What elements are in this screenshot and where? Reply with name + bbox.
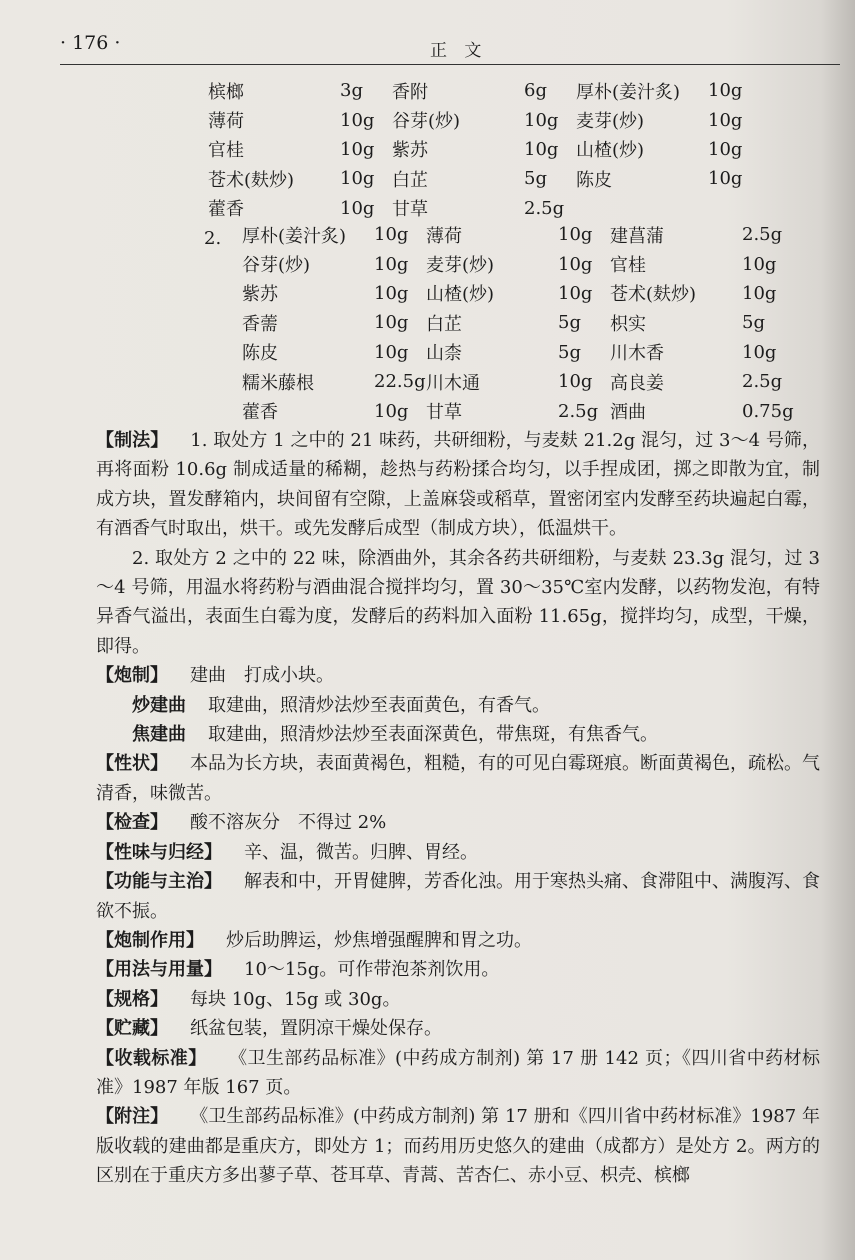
herb-name: 紫苏 xyxy=(392,140,428,162)
herb-dose: 2.5g xyxy=(742,224,783,246)
herb-dose: 10g xyxy=(742,253,777,275)
section-label-preparation: 【制法】 xyxy=(96,430,169,451)
herb-dose: 10g xyxy=(524,109,559,131)
herb-dose: 10g xyxy=(708,109,743,131)
herb-name xyxy=(576,194,708,223)
herb-dose: 2.5g xyxy=(742,371,783,393)
herb-dose: 5g xyxy=(742,312,765,334)
stir-fried-text: 取建曲，照清炒法炒至表面黄色，有香气。 xyxy=(208,694,550,716)
herb-name: 川木通 xyxy=(426,372,480,394)
page-header xyxy=(60,18,840,65)
herb-dose: 10g xyxy=(374,341,409,363)
section-label-standards: 【收载标准】 xyxy=(96,1047,207,1069)
storage-paragraph xyxy=(96,1014,820,1043)
herb-name: 紫苏 xyxy=(242,284,278,306)
herb-name: 藿香 xyxy=(242,402,278,424)
herb-dose xyxy=(708,194,760,223)
herb-dose: 5g xyxy=(524,168,547,190)
running-title: 正 文 xyxy=(430,41,488,61)
herb-dose: 2.5g xyxy=(524,197,565,219)
herb-name: 槟榔 xyxy=(208,81,244,103)
monograph-body xyxy=(96,426,820,1191)
herb-name: 陈皮 xyxy=(576,169,612,191)
herb-dose: 10g xyxy=(708,80,743,102)
herb-dose: 10g xyxy=(374,282,409,304)
section-label-processing: 【炮制】 xyxy=(96,665,168,687)
herb-name: 白芷 xyxy=(426,313,462,335)
page-number: · 176 · xyxy=(60,32,121,54)
preparation-step-1: 1. 取处方 1 之中的 21 味药，共研细粉，与麦麸 21.2g 混匀，过 3～4 号筛，再将面粉 10.6g 制成适量的稀糊，趁热与药粉揉合均匀，以手捏成团，掷之即散为宜，制成方块，置发酵箱内，块间留有空隙，上盖麻袋或稻草，置密闭室内发酵至药块遍起白霉，有酒香气时取出，烘干。或先发酵后成型（制成方块），低温烘干。 xyxy=(96,430,821,540)
scorched-text: 取建曲，照清炒法炒至表面深黄色，带焦斑，有焦香气。 xyxy=(208,724,658,746)
description-text: 本品为长方块，表面黄褐色，粗糙，有的可见白霉斑痕。断面黄褐色，疏松。气清香，味微苦。 xyxy=(96,753,820,804)
section-label-function: 【功能与主治】 xyxy=(96,871,222,893)
herb-dose: 5g xyxy=(558,341,581,363)
function-text: 解表和中，开胃健脾，芳香化浊。用于寒热头痛、食滞阻中、满腹泻、食欲不振。 xyxy=(96,871,820,922)
section-label-processing-effect: 【炮制作用】 xyxy=(96,929,204,951)
formula-1-row xyxy=(208,194,760,223)
nature-paragraph xyxy=(96,838,820,867)
herb-dose: 10g xyxy=(340,138,375,160)
herb-dose: 10g xyxy=(558,282,593,304)
herb-name: 山楂(炒) xyxy=(426,284,495,306)
formula-1-row xyxy=(208,164,760,193)
formula-2-row xyxy=(242,220,794,249)
herb-dose: 10g xyxy=(742,341,777,363)
herb-name: 谷芽(炒) xyxy=(392,111,461,133)
formula-1-table xyxy=(208,76,760,223)
preparation-paragraph-1 xyxy=(96,426,820,544)
herb-dose: 10g xyxy=(742,282,777,304)
herb-dose: 10g xyxy=(374,253,409,275)
processing-effect-paragraph xyxy=(96,926,820,955)
herb-name: 糯米藤根 xyxy=(242,372,314,394)
inspection-text: 酸不溶灰分 不得过 2% xyxy=(190,812,387,834)
formula-2-row xyxy=(242,249,794,278)
herb-name: 白芷 xyxy=(392,169,428,191)
standards-text: 《卫生部药品标准》(中药成方制剂) 第 17 册 142 页；《四川省中药材标准》1987 年版 167 页。 xyxy=(96,1047,821,1098)
herb-name: 川木香 xyxy=(610,343,664,365)
section-label-inspection: 【检查】 xyxy=(96,812,168,834)
processing-text: 建曲 打成小块。 xyxy=(190,665,334,687)
formula-1-row xyxy=(208,135,760,164)
dosage-paragraph xyxy=(96,955,820,984)
preparation-step-2: 2. 取处方 2 之中的 22 味，除酒曲外，其余各药共研细粉，与麦麸 23.3g 混匀，过 3～4 号筛，用温水将药粉与酒曲混合搅拌均匀，置 30～35℃室内发酵，以药物发泡，有特异香气溢出，表面生白霉为度，发酵后的药料加入面粉 11.65g，搅拌均匀，成型，干燥，即得。 xyxy=(96,547,820,657)
herb-name: 厚朴(姜汁炙) xyxy=(576,81,681,103)
herb-dose: 6g xyxy=(524,80,547,102)
herb-name: 酒曲 xyxy=(610,402,646,424)
description-paragraph xyxy=(96,749,820,808)
herb-dose: 10g xyxy=(558,253,593,275)
formula-2-row xyxy=(242,279,794,308)
formula-2-row xyxy=(242,338,794,367)
herb-dose: 10g xyxy=(558,224,593,246)
herb-dose: 10g xyxy=(340,168,375,190)
nature-text: 辛、温，微苦。归脾、胃经。 xyxy=(244,841,478,863)
formula-2-row xyxy=(242,396,794,425)
scorched-paragraph xyxy=(96,720,820,749)
formula-1-row xyxy=(208,76,760,105)
standards-paragraph xyxy=(96,1044,820,1103)
herb-dose: 10g xyxy=(558,371,593,393)
herb-name: 麦芽(炒) xyxy=(576,111,645,133)
inspection-paragraph xyxy=(96,808,820,837)
herb-name: 薄荷 xyxy=(208,111,244,133)
herb-dose: 2.5g xyxy=(558,400,599,422)
storage-text: 纸盆包装，置阴凉干燥处保存。 xyxy=(190,1018,442,1040)
scorched-label: 焦建曲 xyxy=(132,724,186,746)
herb-name: 香附 xyxy=(392,81,428,103)
formula-1-row xyxy=(208,105,760,134)
specification-paragraph xyxy=(96,985,820,1014)
herb-dose: 5g xyxy=(558,312,581,334)
herb-dose: 0.75g xyxy=(742,400,794,422)
herb-name: 甘草 xyxy=(426,402,462,424)
stir-fried-label: 炒建曲 xyxy=(132,694,186,716)
herb-dose: 10g xyxy=(374,312,409,334)
processing-effect-text: 炒后助脾运，炒焦增强醒脾和胃之功。 xyxy=(226,929,532,951)
herb-dose: 10g xyxy=(340,109,375,131)
herb-name: 谷芽(炒) xyxy=(242,255,311,277)
section-label-specification: 【规格】 xyxy=(96,988,168,1010)
section-label-dosage: 【用法与用量】 xyxy=(96,959,222,981)
herb-name: 建菖蒲 xyxy=(610,225,664,247)
section-label-storage: 【贮藏】 xyxy=(96,1018,168,1040)
formula-2-row xyxy=(242,308,794,337)
herb-dose: 10g xyxy=(524,138,559,160)
herb-name: 甘草 xyxy=(392,199,428,221)
herb-name: 香薷 xyxy=(242,313,278,335)
specification-text: 每块 10g、15g 或 30g。 xyxy=(190,988,401,1010)
herb-name: 苍术(麸炒) xyxy=(610,284,697,306)
herb-name: 高良姜 xyxy=(610,372,664,394)
herb-name: 山楂(炒) xyxy=(576,140,645,162)
herb-name: 薄荷 xyxy=(426,225,462,247)
section-label-description: 【性状】 xyxy=(96,753,168,775)
herb-name: 苍术(麸炒) xyxy=(208,169,295,191)
herb-dose: 10g xyxy=(374,224,409,246)
section-label-note: 【附注】 xyxy=(96,1106,169,1128)
function-paragraph xyxy=(96,867,820,926)
herb-name: 官桂 xyxy=(610,255,646,277)
herb-name: 山柰 xyxy=(426,343,462,365)
note-paragraph xyxy=(96,1102,820,1190)
note-text: 《卫生部药品标准》(中药成方制剂) 第 17 册和《四川省中药材标准》1987 年版收载的建曲都是重庆方，即处方 1；而药用历史悠久的建曲（成都方）是处方 2。两方的区别在于重庆方多出蓼子草、苍耳草、青蒿、苦杏仁、赤小豆、枳壳、槟榔 xyxy=(96,1106,820,1187)
dosage-text: 10～15g。可作带泡茶剂饮用。 xyxy=(244,959,500,981)
formula-2-row xyxy=(242,367,794,396)
herb-dose: 10g xyxy=(708,138,743,160)
herb-dose: 10g xyxy=(340,197,375,219)
herb-dose: 10g xyxy=(374,400,409,422)
processing-paragraph xyxy=(96,661,820,690)
herb-name: 麦芽(炒) xyxy=(426,255,495,277)
herb-dose: 22.5g xyxy=(374,371,426,393)
herb-dose: 10g xyxy=(708,168,743,190)
herb-name: 陈皮 xyxy=(242,343,278,365)
herb-dose: 3g xyxy=(340,80,363,102)
preparation-paragraph-2 xyxy=(96,544,820,662)
herb-name: 官桂 xyxy=(208,140,244,162)
formula-2-index: 2. xyxy=(204,228,222,249)
herb-name: 厚朴(姜汁炙) xyxy=(242,225,347,247)
formula-2-table xyxy=(242,220,794,426)
stir-fried-paragraph xyxy=(96,691,820,720)
herb-name: 枳实 xyxy=(610,313,646,335)
herb-name: 藿香 xyxy=(208,199,244,221)
section-label-nature: 【性味与归经】 xyxy=(96,841,222,863)
